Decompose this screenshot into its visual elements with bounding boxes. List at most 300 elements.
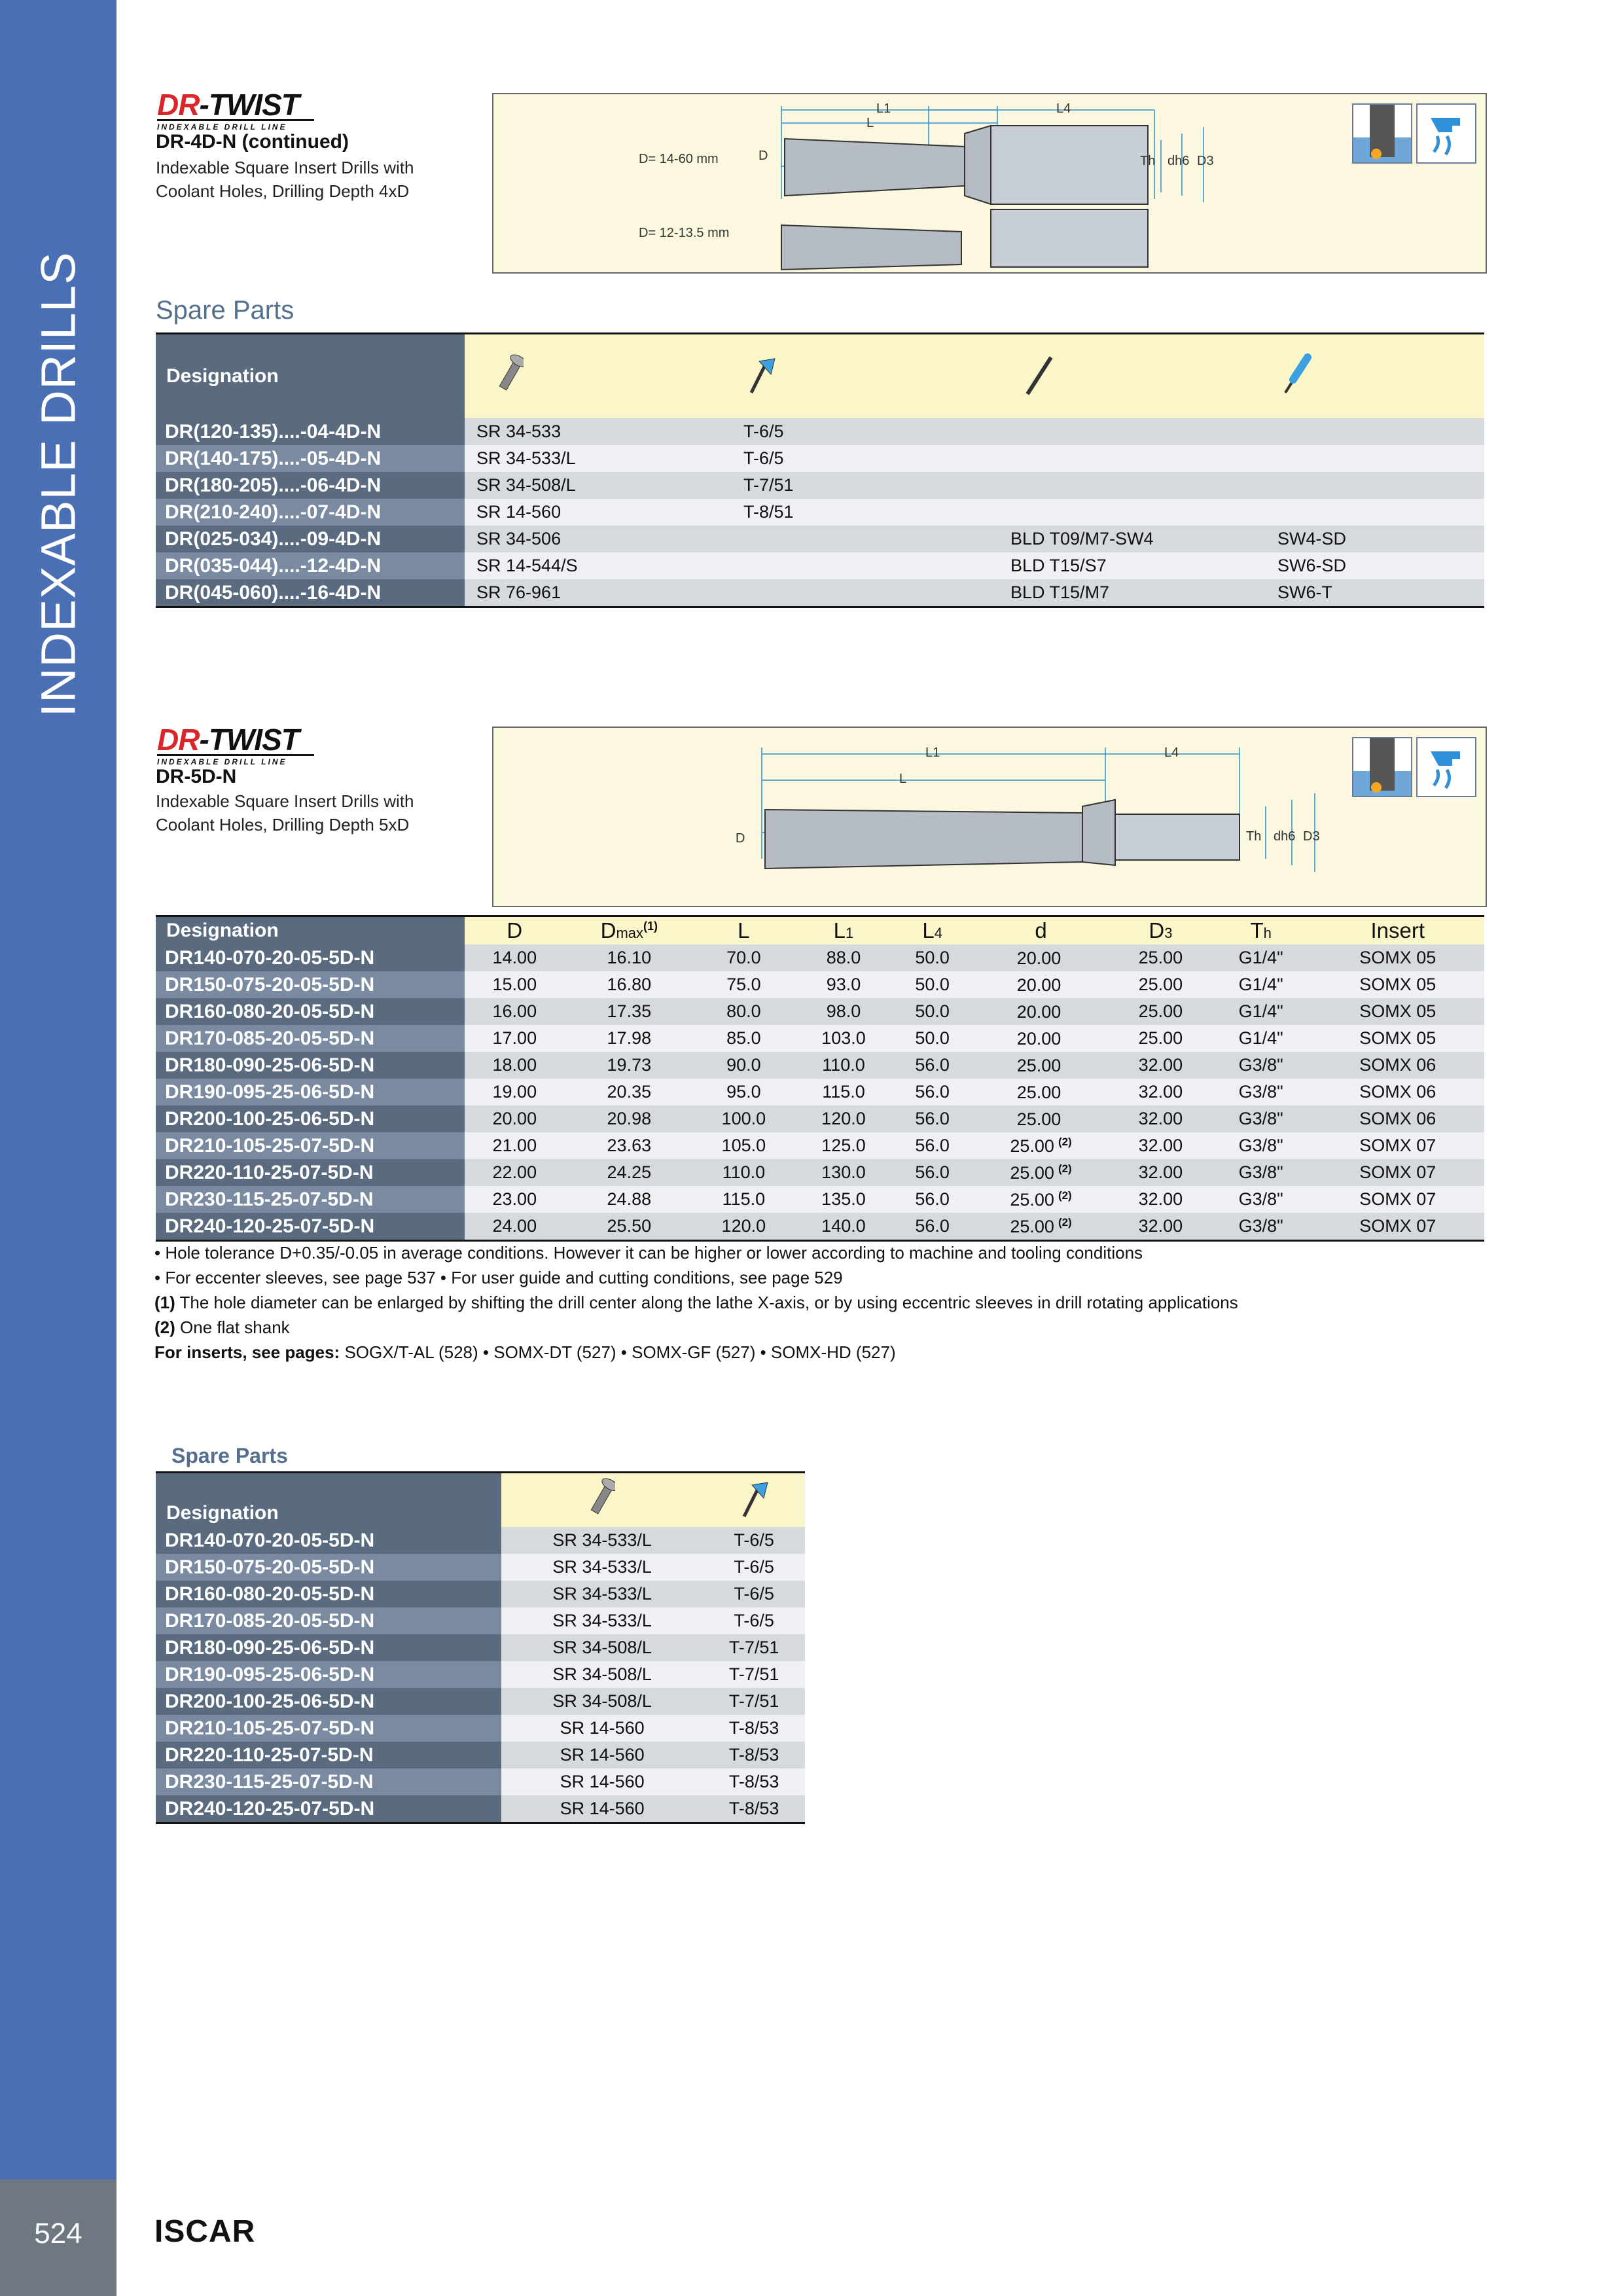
- cell-value: 24.25: [607, 1162, 652, 1182]
- cell: [971, 1132, 1111, 1159]
- cell: T-8/51: [732, 499, 999, 526]
- cell: SR 34-533/L: [501, 1554, 703, 1581]
- drawing-label-bottom: D= 12-13.5 mm: [639, 226, 730, 240]
- internal-turning-icon-2: [1352, 737, 1412, 797]
- col-Th: Th: [1211, 917, 1311, 944]
- cell-value: SOMX 05: [1359, 975, 1436, 994]
- internal-turning-icon: [1352, 103, 1412, 164]
- cell: [1211, 971, 1311, 998]
- cell-value: 25.00: [1010, 1189, 1054, 1210]
- table-row: [156, 1186, 1484, 1213]
- footnote-mark: (2): [1058, 1215, 1072, 1229]
- cell: [732, 579, 999, 607]
- cell-value: G1/4": [1238, 1001, 1283, 1021]
- cell-value: 25.00: [1016, 1082, 1061, 1102]
- cell-value: 25.00: [1016, 1109, 1061, 1129]
- table-row: [156, 1688, 805, 1715]
- cell: [1111, 1213, 1211, 1241]
- dim-D-2: D: [736, 831, 745, 846]
- cell-value: 56.0: [915, 1162, 950, 1182]
- cell-value: 115.0: [822, 1082, 865, 1102]
- cell-value: 20.98: [607, 1109, 652, 1128]
- cell: [971, 1052, 1111, 1079]
- coolant-icon: [1416, 103, 1476, 164]
- cell: T-6/5: [732, 418, 999, 445]
- dim-L1: L1: [876, 101, 891, 116]
- row-designation: DR160-080-20-05-5D-N: [156, 1581, 501, 1607]
- cell: [999, 445, 1266, 472]
- designation-header: Designation: [156, 334, 465, 418]
- brand-footer: ISCAR: [154, 2214, 256, 2249]
- row-designation: DR210-105-25-07-5D-N: [156, 1715, 501, 1742]
- cell: [893, 944, 971, 971]
- dim-L-2: L: [899, 772, 907, 786]
- cell-value: DR240-120-25-07-5D-N: [165, 1215, 375, 1237]
- cell-value: 75.0: [726, 975, 761, 994]
- cell: T-7/51: [703, 1661, 805, 1688]
- cell-value: 85.0: [726, 1028, 761, 1048]
- product-description: Indexable Square Insert Drills with Coolant Holes, Drilling Depth 4xD: [156, 158, 414, 201]
- table-row: [156, 1052, 1484, 1079]
- dim-L1-2: L1: [925, 745, 940, 760]
- cell-value: SOMX 05: [1359, 1001, 1436, 1021]
- cell: [565, 1159, 694, 1186]
- row-designation: DR150-075-20-05-5D-N: [156, 1554, 501, 1581]
- cell: [794, 944, 894, 971]
- cell: [893, 1159, 971, 1186]
- cell: [732, 526, 999, 552]
- screwdriver-icon: [1266, 334, 1484, 418]
- cell: [794, 1159, 894, 1186]
- cell-value: SOMX 07: [1359, 1189, 1436, 1209]
- footnote-mark: (2): [1058, 1189, 1072, 1202]
- cell: [694, 1025, 794, 1052]
- cell: [694, 1213, 794, 1241]
- cell: [465, 1186, 565, 1213]
- row-designation: DR(025-034)....-09-4D-N: [156, 526, 465, 552]
- cell: SR 34-508/L: [465, 472, 732, 499]
- cell: [1211, 998, 1311, 1025]
- table-row: [156, 1661, 805, 1688]
- table-row: [156, 1554, 805, 1581]
- spare-parts-heading: Spare Parts: [156, 296, 294, 325]
- row-designation: DR140-070-20-05-5D-N: [156, 1527, 501, 1554]
- cell-value: DR140-070-20-05-5D-N: [165, 946, 375, 969]
- dim-D: D: [758, 149, 768, 163]
- table-row: [156, 1742, 805, 1768]
- cell: [1111, 1079, 1211, 1105]
- cell-value: 20.35: [607, 1082, 652, 1102]
- cell: SR 34-533/L: [501, 1527, 703, 1554]
- cell-value: 32.00: [1138, 1082, 1183, 1102]
- col-L4: L4: [893, 917, 971, 944]
- product-title-2: DR-5D-N: [156, 766, 237, 787]
- cell: [465, 998, 565, 1025]
- cell-value: 50.0: [915, 1028, 950, 1048]
- row-designation: DR(035-044)....-12-4D-N: [156, 552, 465, 579]
- cell-value: 95.0: [726, 1082, 761, 1102]
- cell-value: 50.0: [915, 1001, 950, 1021]
- row-designation: [156, 1186, 465, 1213]
- cell: [694, 971, 794, 998]
- cell-value: 16.00: [492, 1001, 537, 1021]
- drawing-box-5d: [492, 726, 1487, 907]
- cell: [694, 1052, 794, 1079]
- cell-value: 23.00: [492, 1189, 537, 1209]
- cell-value: 19.73: [607, 1055, 652, 1075]
- row-designation: DR240-120-25-07-5D-N: [156, 1795, 501, 1823]
- col-d: d: [971, 917, 1111, 944]
- cell: [732, 552, 999, 579]
- cell: [465, 1052, 565, 1079]
- cell: [694, 998, 794, 1025]
- cell-value: 105.0: [721, 1136, 766, 1155]
- cell: [1111, 1105, 1211, 1132]
- cell: [999, 472, 1266, 499]
- cell-value: 25.00: [1016, 1055, 1061, 1075]
- cell: [565, 944, 694, 971]
- table-row: [156, 1795, 805, 1823]
- cell: [465, 1105, 565, 1132]
- cell-value: 140.0: [821, 1216, 866, 1236]
- dim-Th: Th: [1140, 154, 1156, 168]
- row-designation: [156, 1213, 465, 1241]
- cell: [1111, 1052, 1211, 1079]
- cell-value: 56.0: [915, 1082, 950, 1102]
- cell-value: 24.00: [492, 1216, 537, 1236]
- cell: BLD T15/S7: [999, 552, 1266, 579]
- cell: [1211, 944, 1311, 971]
- cell: [794, 1079, 894, 1105]
- table-row: [156, 499, 1484, 526]
- cell: SW6-T: [1266, 579, 1484, 607]
- cell: SW6-SD: [1266, 552, 1484, 579]
- cell-value: G3/8": [1238, 1189, 1283, 1209]
- cell-value: 56.0: [915, 1136, 950, 1155]
- cell: SR 14-560: [501, 1795, 703, 1823]
- cell-value: 56.0: [915, 1189, 950, 1209]
- dim-D3-2: D3: [1303, 829, 1320, 844]
- cell: [1111, 1132, 1211, 1159]
- cell: [971, 971, 1111, 998]
- cell-value: SOMX 06: [1359, 1082, 1436, 1102]
- cell: [1311, 1213, 1484, 1241]
- drill-drawing-5d: [493, 728, 1486, 906]
- cell: [1311, 944, 1484, 971]
- cell: [565, 971, 694, 998]
- drawing-box-4d: [492, 93, 1487, 274]
- cell: [565, 1132, 694, 1159]
- product-description-2: Indexable Square Insert Drills with Coolant Holes, Drilling Depth 5xD: [156, 791, 414, 834]
- screw-icon-2: [501, 1473, 703, 1527]
- cell: [1111, 971, 1211, 998]
- dim-dh6-2: dh6: [1274, 829, 1296, 844]
- cell: SR 34-508/L: [501, 1688, 703, 1715]
- cell-value: 50.0: [915, 975, 950, 994]
- cell: [1211, 1186, 1311, 1213]
- cell: [794, 971, 894, 998]
- cell: [893, 1186, 971, 1213]
- dim-D3: D3: [1197, 154, 1214, 168]
- cell: [971, 1079, 1111, 1105]
- table-row: [156, 418, 1484, 445]
- cell-value: 20.00: [1016, 948, 1061, 968]
- note-4: (2) One flat shank: [154, 1318, 290, 1337]
- key-icon-2: [703, 1473, 805, 1527]
- cell-value: 20.00: [1016, 1001, 1061, 1022]
- dim-dh6: dh6: [1168, 154, 1190, 168]
- cell-value: G3/8": [1238, 1082, 1283, 1102]
- cell: BLD T09/M7-SW4: [999, 526, 1266, 552]
- dim-L: L: [866, 116, 874, 130]
- cell: [565, 1025, 694, 1052]
- table-row: [156, 1213, 1484, 1241]
- table-row: [156, 1132, 1484, 1159]
- cell: T-6/5: [732, 445, 999, 472]
- col-Dmax: Dmax$^{(1)}$: [565, 917, 694, 944]
- cell: [1311, 1186, 1484, 1213]
- cell: [893, 971, 971, 998]
- col-D3: D3: [1111, 917, 1211, 944]
- cell: [694, 944, 794, 971]
- cell-value: 88.0: [826, 948, 861, 967]
- cell: [1111, 1186, 1211, 1213]
- row-designation: DR(210-240)....-07-4D-N: [156, 499, 465, 526]
- cell: [1211, 1159, 1311, 1186]
- table-row: [156, 472, 1484, 499]
- cell: T-7/51: [703, 1688, 805, 1715]
- cell: [971, 1159, 1111, 1186]
- cell-value: 125.0: [821, 1136, 866, 1155]
- cell-value: 16.10: [607, 948, 652, 967]
- cell-value: 20.00: [1016, 1028, 1061, 1049]
- row-designation: [156, 1159, 465, 1186]
- cell: SR 14-560: [501, 1768, 703, 1795]
- table-row: [156, 1715, 805, 1742]
- screw-icon: [465, 334, 732, 418]
- table-row: [156, 1527, 805, 1554]
- cell: [971, 998, 1111, 1025]
- cell-value: 19.00: [492, 1082, 537, 1102]
- table-row: [156, 1105, 1484, 1132]
- row-designation: [156, 971, 465, 998]
- cell: [971, 1105, 1111, 1132]
- table-row: [156, 579, 1484, 607]
- cell: [565, 1186, 694, 1213]
- cell: [1311, 998, 1484, 1025]
- cell: SR 34-533/L: [501, 1607, 703, 1634]
- cell-value: 25.00: [1138, 975, 1183, 994]
- row-designation: DR180-090-25-06-5D-N: [156, 1634, 501, 1661]
- cell-value: 23.63: [607, 1136, 652, 1155]
- cell: SR 34-533/L: [501, 1581, 703, 1607]
- page-number-box: [0, 2179, 116, 2296]
- cell: [1211, 1132, 1311, 1159]
- cell-value: SOMX 05: [1359, 948, 1436, 967]
- cell: T-7/51: [732, 472, 999, 499]
- cell: SR 34-508/L: [501, 1661, 703, 1688]
- table-row: [156, 998, 1484, 1025]
- cell: [1311, 1132, 1484, 1159]
- cell: T-6/5: [703, 1607, 805, 1634]
- cell-value: 17.00: [492, 1028, 537, 1048]
- cell: [1266, 499, 1484, 526]
- cell-value: 32.00: [1138, 1216, 1183, 1236]
- cell-value: 32.00: [1138, 1189, 1183, 1209]
- footnote-mark: (2): [1058, 1162, 1072, 1175]
- cell: SR 34-533/L: [465, 445, 732, 472]
- cell: SR 34-506: [465, 526, 732, 552]
- cell: [1111, 1025, 1211, 1052]
- cell: [1311, 1052, 1484, 1079]
- cell: [465, 1132, 565, 1159]
- cell: [893, 1132, 971, 1159]
- designation-header-2: Designation: [156, 917, 465, 944]
- row-designation: [156, 1105, 465, 1132]
- cell-value: 32.00: [1138, 1055, 1183, 1075]
- cell-value: G3/8": [1238, 1109, 1283, 1128]
- cell-value: 103.0: [821, 1028, 866, 1048]
- cell: [1311, 1079, 1484, 1105]
- note-3: (1) The hole diameter can be enlarged by shifting the drill center along the lathe X-axis, or by using eccentric sleeves in drill rotating applications: [154, 1293, 1238, 1312]
- cell-value: 56.0: [915, 1216, 950, 1236]
- coolant-icon-2: [1416, 737, 1476, 797]
- cell: [971, 1213, 1111, 1241]
- blade-icon: [999, 334, 1266, 418]
- cell: [465, 1025, 565, 1052]
- row-designation: [156, 1079, 465, 1105]
- row-designation: DR230-115-25-07-5D-N: [156, 1768, 501, 1795]
- row-designation: DR(045-060)....-16-4D-N: [156, 579, 465, 607]
- cell-value: 115.0: [722, 1189, 766, 1209]
- cell-value: SOMX 06: [1359, 1055, 1436, 1075]
- cell-value: 22.00: [492, 1162, 537, 1182]
- cell-value: DR180-090-25-06-5D-N: [165, 1054, 375, 1076]
- note-2: • For eccenter sleeves, see page 537 • For user guide and cutting conditions, see page 529: [154, 1268, 843, 1287]
- cell-value: 25.00: [1010, 1216, 1054, 1236]
- cell: [893, 1079, 971, 1105]
- cell: T-6/5: [703, 1554, 805, 1581]
- cell: [1111, 1159, 1211, 1186]
- cell: [1211, 1213, 1311, 1241]
- cell-value: SOMX 05: [1359, 1028, 1436, 1048]
- notes: [154, 1240, 1238, 1365]
- cell-value: 56.0: [915, 1055, 950, 1075]
- table-row: [156, 1025, 1484, 1052]
- cell: SR 14-560: [501, 1715, 703, 1742]
- cell: SR 76-961: [465, 579, 732, 607]
- dr-5d-n-table: [156, 917, 1484, 1242]
- cell: [1111, 944, 1211, 971]
- cell: SR 34-508/L: [501, 1634, 703, 1661]
- cell-value: 56.0: [915, 1109, 950, 1128]
- cell: [893, 998, 971, 1025]
- cell: [1311, 1105, 1484, 1132]
- dim-Th-2: Th: [1246, 829, 1262, 844]
- note-1: • Hole tolerance D+0.35/-0.05 in average conditions. However it can be higher or lower according to machine and tooling conditions: [154, 1243, 1143, 1263]
- row-designation: DR(140-175)....-05-4D-N: [156, 445, 465, 472]
- cell: [465, 1159, 565, 1186]
- row-designation: [156, 998, 465, 1025]
- cell-value: 25.00: [1010, 1162, 1054, 1183]
- row-designation: DR200-100-25-06-5D-N: [156, 1688, 501, 1715]
- cell-value: G3/8": [1238, 1055, 1283, 1075]
- side-band: [0, 0, 116, 2179]
- side-title: INDEXABLE DRILLS: [31, 251, 86, 717]
- cell-value: 25.00: [1138, 1028, 1183, 1048]
- col-L1: L1: [794, 917, 894, 944]
- cell: [794, 1186, 894, 1213]
- designation-header-3: Designation: [156, 1473, 501, 1527]
- drawing-label-top: D= 14-60 mm: [639, 152, 719, 166]
- col-D: D: [465, 917, 565, 944]
- cell-value: 110.0: [822, 1055, 865, 1075]
- cell: [794, 1213, 894, 1241]
- cell: SR 14-544/S: [465, 552, 732, 579]
- cell: [565, 998, 694, 1025]
- cell-value: 93.0: [826, 975, 861, 994]
- table-row: [156, 1159, 1484, 1186]
- cell-value: 70.0: [726, 948, 761, 967]
- cell-value: 135.0: [821, 1189, 866, 1209]
- cell-value: 20.00: [1016, 975, 1061, 995]
- col-insert: Insert: [1311, 917, 1484, 944]
- drill-drawing-4d: [493, 94, 1486, 272]
- row-designation: DR190-095-25-06-5D-N: [156, 1661, 501, 1688]
- cell: [794, 1052, 894, 1079]
- cell-value: G1/4": [1238, 948, 1283, 967]
- spare-parts-heading-2: Spare Parts: [171, 1444, 288, 1467]
- cell-value: 17.35: [607, 1001, 652, 1021]
- cell: [893, 1213, 971, 1241]
- table-row: [156, 1079, 1484, 1105]
- table-row: [156, 445, 1484, 472]
- footnote-mark: (2): [1058, 1135, 1072, 1148]
- cell: [794, 1132, 894, 1159]
- cell-value: 25.00: [1010, 1136, 1054, 1156]
- cell: [999, 499, 1266, 526]
- cell-value: G3/8": [1238, 1162, 1283, 1182]
- cell: [1266, 472, 1484, 499]
- cell-value: 32.00: [1138, 1162, 1183, 1182]
- cell: [465, 1079, 565, 1105]
- cell: [465, 944, 565, 971]
- cell: T-6/5: [703, 1581, 805, 1607]
- cell: SR 14-560: [501, 1742, 703, 1768]
- cell: [794, 1025, 894, 1052]
- cell-value: 100.0: [721, 1109, 766, 1128]
- cell: [1211, 1025, 1311, 1052]
- cell: [694, 1186, 794, 1213]
- cell-value: 50.0: [915, 948, 950, 967]
- cell: T-8/53: [703, 1795, 805, 1823]
- cell-value: DR160-080-20-05-5D-N: [165, 1000, 375, 1022]
- note-5: For inserts, see pages: SOGX/T-AL (528) • SOMX-DT (527) • SOMX-GF (527) • SOMX-HD (527): [154, 1342, 896, 1362]
- cell-value: 120.0: [721, 1216, 766, 1236]
- cell-value: DR200-100-25-06-5D-N: [165, 1107, 375, 1130]
- cell: [1211, 1052, 1311, 1079]
- dim-L4: L4: [1056, 101, 1071, 116]
- row-designation: [156, 1025, 465, 1052]
- cell-value: 25.00: [1138, 1001, 1183, 1021]
- cell: [694, 1159, 794, 1186]
- cell: T-8/53: [703, 1742, 805, 1768]
- cell-value: 98.0: [826, 1001, 861, 1021]
- product-title: DR-4D-N (continued): [156, 131, 349, 152]
- cell-value: 25.50: [607, 1216, 652, 1236]
- row-designation: [156, 944, 465, 971]
- cell-value: 18.00: [492, 1055, 537, 1075]
